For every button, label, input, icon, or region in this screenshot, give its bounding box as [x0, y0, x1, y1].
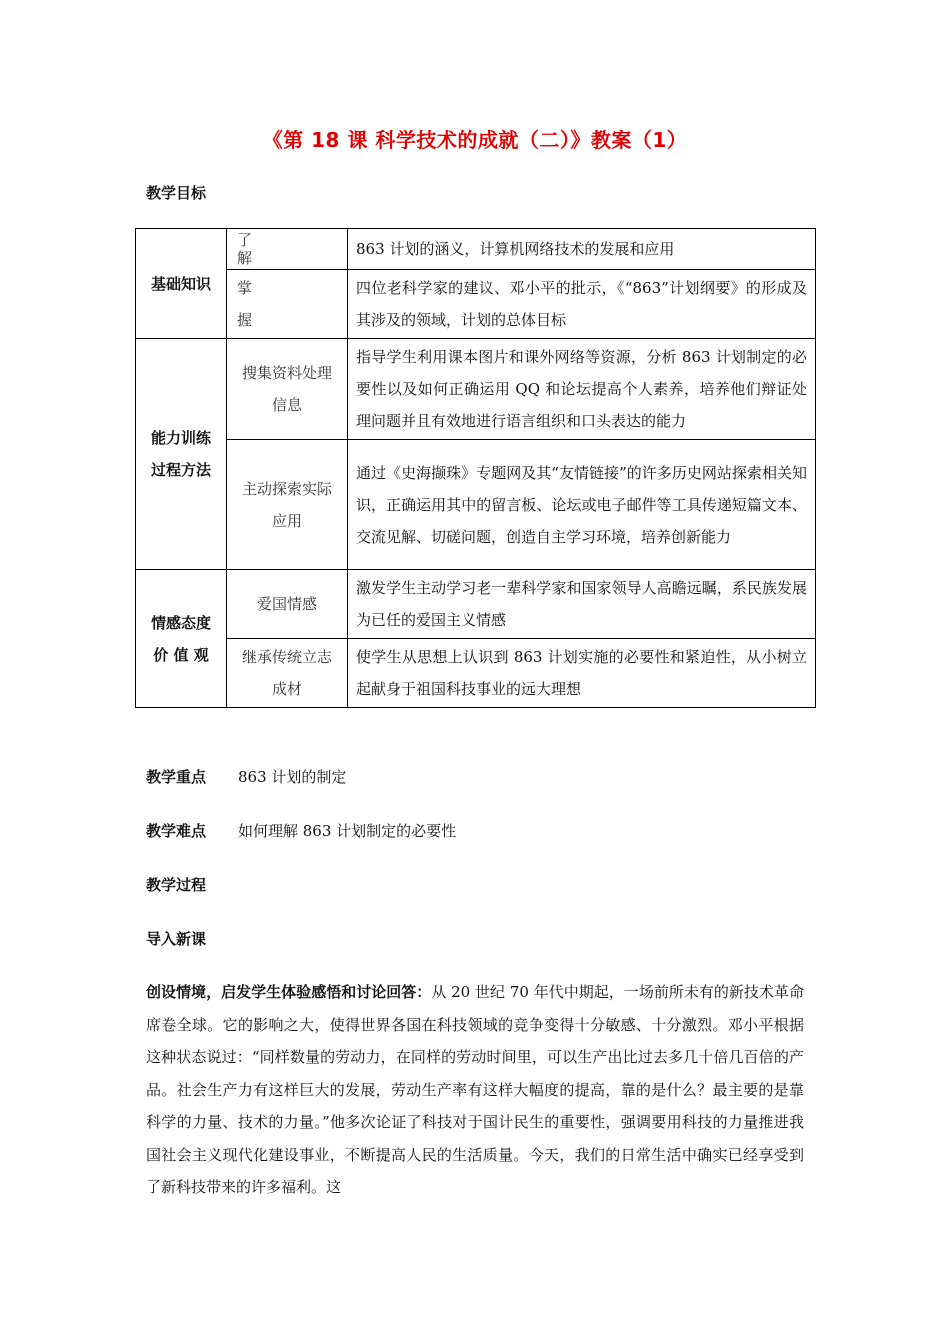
key-point-label: 教学重点 [146, 768, 207, 786]
table-row [136, 229, 816, 270]
subcategory: 爱国情感 [227, 570, 348, 639]
difficulty-label: 教学难点 [146, 822, 207, 840]
category-ability: 能力训练过程方法 [136, 339, 227, 570]
intro-heading: 导入新课 [146, 930, 207, 948]
table-row [136, 639, 816, 708]
description: 通过《史海撷珠》专题网及其“友情链接”的许多历史网站探索相关知识，正确运用其中的留言板、论坛或电子邮件等工具传递短篇文本、交流见解、切磋问题，创造自主学习环境，培养创新能力 [348, 440, 816, 570]
process-heading: 教学过程 [146, 876, 207, 894]
table-row [136, 440, 816, 570]
table-row [136, 339, 816, 440]
description: 指导学生利用课本图片和课外网络等资源，分析 863 计划制定的必要性以及如何正确运用 QQ 和论坛提高个人素养，培养他们辩证处理问题并且有效地进行语言组织和口头表达的能力 [348, 339, 816, 440]
subcategory: 继承传统立志成材 [227, 639, 348, 708]
description: 激发学生主动学习老一辈科学家和国家领导人高瞻远瞩，系民族发展为已任的爱国主义情感 [348, 570, 816, 639]
intro-text: 从 20 世纪 70 年代中期起，一场前所未有的新技术革命席卷全球。它的影响之大，使得世界各国在科技领域的竞争变得十分敏感、十分激烈。邓小平根据这种状态说过：“同样数量的劳动力，在同样的劳动时间里，可以生产出比过去多几十倍几百倍的产品。社会生产力有这样巨大的发展，劳动生产率有这样大幅度的提高，靠的是什么？最主要的是靠科学的力量、技术的力量。”他多次论证了科技对于国计民生的重要性，强调要用科技的力量推进我国社会主义现代化建设事业，不断提高人民的生活质量。今天，我们的日常生活中确实已经享受到了新科技带来的许多福利。这 [146, 983, 804, 1196]
document-title: 《第 18 课 科学技术的成就（二）》教案（1） [262, 128, 688, 152]
key-point-value: 863 计划的制定 [238, 768, 347, 786]
description: 863 计划的涵义，计算机网络技术的发展和应用 [348, 229, 816, 270]
description: 使学生从思想上认识到 863 计划实施的必要性和紧迫性，从小树立起献身于祖国科技事业的远大理想 [348, 639, 816, 708]
description: 四位老科学家的建议、邓小平的批示，《“863”计划纲要》的形成及其涉及的领域，计划的总体目标 [348, 270, 816, 339]
intro-paragraph [146, 976, 804, 1204]
intro-lead: 创设情境，启发学生体验感悟和讨论回答： [146, 983, 432, 1001]
subcategory [227, 229, 348, 270]
subcategory-label: 掌 握 [237, 279, 253, 329]
table-row [136, 570, 816, 639]
objectives-table [135, 228, 816, 708]
subcategory: 搜集资料处理信息 [227, 339, 348, 440]
subcategory [227, 270, 348, 339]
category-basic: 基础知识 [136, 229, 227, 339]
subcategory-label: 了 解 [237, 231, 253, 267]
difficulty-value: 如何理解 863 计划制定的必要性 [238, 822, 457, 840]
subcategory: 主动探索实际应用 [227, 440, 348, 570]
category-emotion: 情感态度 价 值 观 [136, 570, 227, 708]
table-row [136, 270, 816, 339]
objectives-heading: 教学目标 [146, 184, 207, 202]
